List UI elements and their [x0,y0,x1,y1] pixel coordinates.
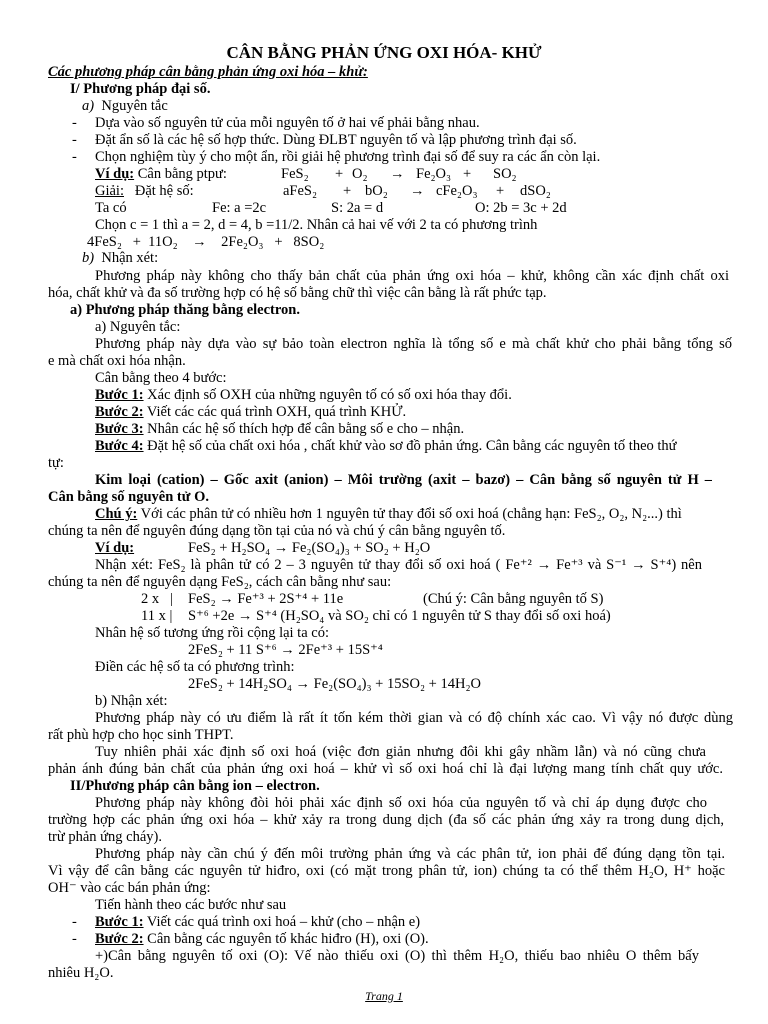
eq-term: SO₂ [493,166,517,182]
half-reaction: S⁺⁶ +2e → S⁺⁴ (H₂SO₄ và SO₂ chỉ có 1 nguyên tử S thay đổi số oxi hoá) [188,608,611,624]
paragraph-line: Phương pháp này dựa vào sự bảo toàn electron nghĩa là tổng số e mà chất khử cho phải bằng tổng số [95,336,732,352]
paragraph-line: Phương pháp này không cho thấy bản chất của phản ứng oxi hóa – khử, không cần xác định chất oxi [95,268,729,284]
half-reaction-note: (Chú ý: Cân bằng nguyên tố S) [423,591,604,607]
remark-label: Nhận xét: [101,250,159,266]
principle-heading [82,98,168,115]
subtitle: Các phương pháp cân bằng phản ứng oxi hóa – khử: [48,64,368,80]
section-2-heading: II/Phương pháp cân bằng ion – electron. [70,778,320,794]
step-text: Cân bằng các nguyên tố khác hiđro (H), oxi (O). [143,931,429,947]
paragraph-line: chúng ta nên để nguyên đúng dạng tồn tại của nó và chú ý cân bằng nguyên tố. [48,523,506,539]
example-text: Cân bằng ptpư: [137,166,227,182]
steps-intro: Tiến hành theo các bước như sau [95,897,287,913]
eq-plus: + [463,166,472,182]
list-marker: a) [82,98,95,114]
step-item [95,914,420,931]
paragraph-line: rất phù hợp cho học sinh THPT. [48,727,234,743]
final-equation: 2FeS₂ + 14H₂SO₄ → Fe₂(SO₄)₃ + 15SO₂ + 14H₂O [188,676,481,692]
step-item [95,931,429,948]
paragraph-line: phản ánh đúng bản chất của phản ứng oxi hoá – khử vì số oxi hoá chỉ là đại lượng mang tính chất quy ước. [48,761,723,777]
example-line [95,166,227,183]
paragraph-line: Tuy nhiên phải xác định số oxi hoá (việc đơn giản nhưng đôi khi gây nhầm lẫn) và nó cũng chưa [95,744,706,760]
steps-intro: Cân bằng theo 4 bước: [95,370,227,386]
step-label: Bước 1: [95,387,144,403]
step-label: Bước 1: [95,914,144,930]
sum-equation: 2FeS₂ + 11 S⁺⁶ → 2Fe⁺³ + 15S⁺⁴ [188,642,383,658]
choose-text: Chọn c = 1 thì a = 2, d = 4, b =11/2. Nhân cả hai vế với 2 ta có phương trình [95,217,538,233]
paragraph-line: +)Cân bằng nguyên tố oxi (O): Vế nào thiếu oxi (O) thì thêm H₂O, thiếu bao nhiêu O thêm bấy [95,948,699,964]
step-label: Bước 4: [95,438,144,454]
step-item [95,421,464,438]
principle-label: Nguyên tắc [101,98,168,114]
eq-term: O₂ [352,166,368,182]
list-marker: b) [82,250,95,266]
bullet-dash: - [72,149,77,165]
bullet-dash: - [72,115,77,131]
example-equation: FeS₂ + H₂SO₄ → Fe₂(SO₄)₃ + SO₂ + H₂O [188,540,431,556]
example-label: Ví dụ: [95,166,135,182]
paragraph-line: trừ phản ứng cháy). [48,829,162,845]
bullet-item: Chọn nghiệm tùy ý cho một ẩn, rồi giải hệ phương trình đại số để suy ra các ẩn còn lại. [95,149,601,165]
step-text: Viết các quá trình oxi hoá – khử (cho – nhận e) [143,914,421,930]
ta-co: Ta có [95,200,127,216]
solve-label: Giải: [95,183,124,199]
paragraph-line: Phương pháp này cần chú ý đến môi trường phản ứng và các phân tử, ion phải để đúng dạng tồn tại. [95,846,725,862]
eq-plus: + [335,166,344,182]
solve-text: Đặt hệ số: [134,183,194,199]
note-line [95,506,682,523]
step-item [95,438,677,455]
eq-plus: + [496,183,505,199]
paragraph-line: trường hợp các phản ứng oxi hóa – khử xảy ra trong dung dịch (đa số các phản ứng xảy ra trong dung dịch, [48,812,724,828]
paragraph-line: tự: [48,455,64,471]
note-label: Chú ý: [95,506,138,522]
o-equation: O: 2b = 3c + 2d [475,200,567,216]
eq-term: aFeS₂ [283,183,318,199]
step-text: Đặt hệ số của chất oxi hóa , chất khử vào sơ đồ phản ứng. Cân bằng các nguyên tố theo thứ [143,438,677,454]
step-label: Bước 2: [95,404,144,420]
order-line: Kim loại (cation) – Gốc axit (anion) – Môi trường (axit – bazơ) – Cân bằng số nguyên tử H – [95,472,712,488]
section-1-heading: I/ Phương pháp đại số. [70,81,211,97]
eq-term: Fe₂O₃ [416,166,452,182]
solve-line [95,183,194,200]
section-electron-heading: a) Phương pháp thăng bằng electron. [70,302,300,318]
eq-plus: + [343,183,352,199]
principle-heading: a) Nguyên tắc: [95,319,181,335]
bullet-dash: - [72,914,77,930]
paragraph-line: Phương pháp này có ưu điểm là rất ít tốn kém thời gian và có độ chính xác cao. Vì vậy nó được dùng [95,710,733,726]
fe-equation: Fe: a =2c [212,200,267,216]
example-label: Ví dụ: [95,540,135,556]
paragraph-line: Điền các hệ số ta có phương trình: [95,659,295,675]
half-reaction-coef: 2 x | [141,591,173,607]
step-label: Bước 2: [95,931,144,947]
paragraph-line: Phương pháp này không đòi hỏi phải xác định số oxi hóa của nguyên tố và chỉ áp dụng được cho [95,795,707,811]
eq-term: bO₂ [365,183,388,199]
step-text: Xác định số OXH của những nguyên tố có số oxi hóa thay đổi. [143,387,512,403]
paragraph-line: chúng ta nên để nguyên dạng FeS₂, cách cân bằng như sau: [48,574,392,590]
step-text: Viết các các quá trình OXH, quá trình KHỬ. [143,404,407,420]
bullet-dash: - [72,132,77,148]
page-title: CÂN BẰNG PHẢN ỨNG OXI HÓA- KHỬ [226,43,542,62]
eq-term: cFe₂O₃ [436,183,478,199]
paragraph-line: OH⁻ vào các bán phản ứng: [48,880,211,896]
order-line: Cân bằng số nguyên tử O. [48,489,209,505]
half-reaction: FeS₂ → Fe⁺³ + 2S⁺⁴ + 11e [188,591,344,607]
s-equation: S: 2a = d [331,200,384,216]
paragraph-line: nhiêu H₂O. [48,965,114,981]
step-item [95,404,406,421]
eq-term: FeS₂ [281,166,309,182]
half-reaction-coef: 11 x | [141,608,173,624]
bullet-item: Dựa vào số nguyên tử của mỗi nguyên tố ở hai vế phải bằng nhau. [95,115,480,131]
note-text: Với các phân tử có nhiều hơn 1 nguyên tử thay đổi số oxi hoá (chẳng hạn: FeS₂, O₂, N₂...) thì [137,506,682,522]
step-item [95,387,512,404]
paragraph-line: Vì vậy để cân bằng các nguyên tử hiđro, oxi (có mặt trong phân tử, ion) chúng ta có thể thêm H₂O, H⁺ hoặc [48,863,725,879]
eq-arrow: → [390,166,405,182]
page-number: Trang 1 [365,989,403,1003]
eq-arrow: → [410,183,425,199]
result-equation: 4FeS₂ + 11O₂ → 2Fe₂O₃ + 8SO₂ [87,234,325,250]
eq-term: dSO₂ [520,183,551,199]
bullet-dash: - [72,931,77,947]
step-label: Bước 3: [95,421,144,437]
paragraph-line: hóa, chất khử và đa số trường hợp có hệ số bằng chữ thì việc cân bằng là rất phức tạp. [48,285,547,301]
bullet-item: Đặt ẩn số là các hệ số hợp thức. Dùng ĐLBT nguyên tố và lập phương trình đại số. [95,132,577,148]
remark-heading: b) Nhận xét: [95,693,168,709]
step-text: Nhân các hệ số thích hợp để cân bằng số e cho – nhận. [143,421,465,437]
remark-heading [82,250,158,267]
paragraph-line: Nhân hệ số tương ứng rồi cộng lại ta có: [95,625,329,641]
paragraph-line: Nhận xét: FeS₂ là phân tử có 2 – 3 nguyên tử thay đổi số oxi hoá ( Fe⁺² → Fe⁺³ và S⁻¹ → S⁺⁴) nên [95,557,702,573]
paragraph-line: e mà chất oxi hóa nhận. [48,353,186,369]
